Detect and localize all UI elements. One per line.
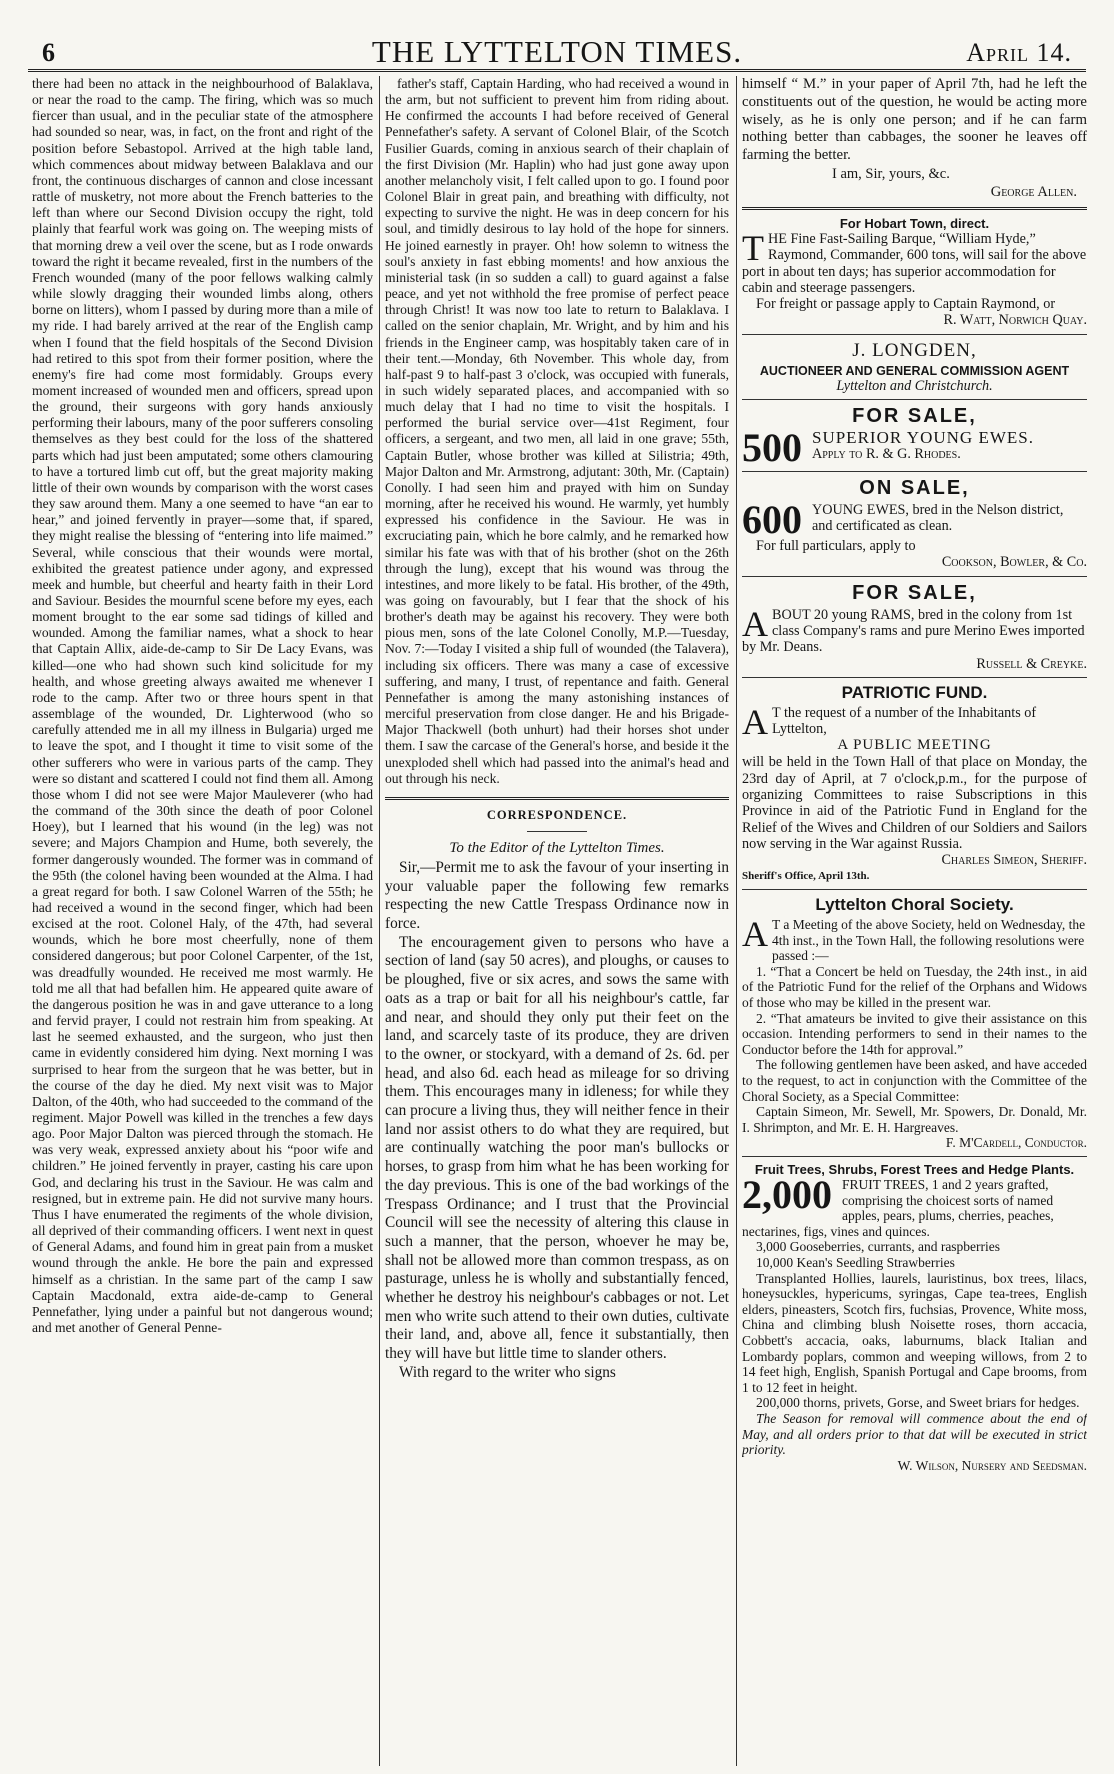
ad-heading: Lyttelton Choral Society. [815, 895, 1014, 915]
ad-heading: FOR SALE, [852, 581, 977, 604]
ad-hobart [742, 216, 1087, 329]
divider [742, 576, 1087, 577]
divider [742, 471, 1087, 472]
ad-text: For full particulars, apply to [756, 538, 916, 555]
letter-conclusion: himself “ M.” in your paper of April 7th, had he left the constituents out of the question, he would be acting more wisely, as he is only one person; and if he can farm nothing better than cabbages, the sooner he leaves off farming the better. [742, 76, 1087, 164]
masthead [28, 28, 1086, 72]
article-continuation: father's staff, Captain Harding, who had received a wound in the arm, but not sufficient to prevent him from riding about. He confirmed the accounts I had before received of General Pennefather's safety. A servant of Colonel Blair, of the Scotch Fusilier Guards, coming in anxious search of their chaplain of the first Division (Mr. Haplin) who had just gone away upon another melancholy visit, I felt called upon to go. I found poor Colonel Blair in great pain, and breathing with difficulty, not expecting to survive the night. He was in deep concern for his soul, and timidly desirous to lay hold of the hope for sinners. He joined earnestly in prayer. Oh! how solemn to witness the soul's anxiety in fast ebbing moments! and how anxious the ministerial task (in so sudden a call) to guard against a false peace, and yet not withhold the free promise of perfect peace through Christ! It was now too late to return to Balaklava. I called on the senior chaplain, Mr. Wright, and by him and his friends in the Engineer camp, was hospitably taken care of in their tent.—Monday, 6th November. This whole day, from half-past 9 to half-past 3 o'clock, was occupied with funerals, in such widely separated places, and accompanied with so much delay that I had no time to visit the hospitals. I performed the burial service over—41st Regiment, four officers, a sergeant, and two men, all laid in one grave; 55th, Captain Butler, whose brother was killed at Silistria; 49th, Major Dalton and Mr. Armstrong, adjutant: 30th, Mr. (Captain) Conolly. I had seen him and prayed with him on Sunday morning, after he received his wound. He warmly, yet humbly expressed his confidence in the Saviour. He was in excruciating pain, which he bore calmly, and he remarked how similar his fate was with that of his brother (shot on the 26th through the lung), except that his wound was throug the intestines, and more likely to be fatal. His brother, of the 49th, was going on favourably, but I fear that the shock of his brother's death may be against his recovery. They were both pious men, sons of the late Colonel Conolly, M.P.—Tuesday, Nov. 7:—Today I visited a ship full of wounded (the Talavera), including six officers. There was many a case of excessive suffering, and many, I trust, of repentance and faith. General Pennefather is among the many astonishing instances of merciful preservation from close danger. He and his Brigade-Major Thackwell (both unhurt) had their horses shot under them. I saw the carcase of the General's horse, and beside it the unexploded shell which had passed into the animal's head and out through his neck. [385, 76, 729, 786]
column-one [32, 76, 373, 1766]
ad-text: For freight or passage apply to Captain Raymond, or [756, 296, 1056, 313]
issue-date: April 14. [966, 38, 1072, 67]
ad-subheading: A PUBLIC MEETING [837, 737, 992, 754]
letter-body [385, 859, 729, 1383]
ad-patriotic-fund [742, 683, 1087, 884]
ad-heading: PATRIOTIC FUND. [841, 682, 988, 702]
drop-cap: T [742, 227, 764, 268]
heading-underline [527, 831, 587, 832]
column-rule [379, 76, 380, 1766]
ad-signature: Russell & Creyke. [976, 655, 1087, 672]
ad-signature: F. M'Cardell, Conductor. [945, 1135, 1087, 1151]
ad-text: 3,000 Gooseberries, currants, and raspberries [756, 1239, 1001, 1255]
ad-signature: Cookson, Bowler, & Co. [941, 554, 1087, 571]
ad-text: YOUNG EWES, bred in the Nelson district, and certificated as clean. [812, 502, 1064, 535]
ad-resolution: 1. “That a Concert be held on Tuesday, the 24th inst., in aid of the Patriotic Fund for the relief of the Orphans and Widows of those who may be killed in the present war. [742, 963, 1087, 1011]
ad-text: HE Fine Fast-Sailing Barque, “William Hyde,” Raymond, Commander, 600 tons, will sail for the above port in about ten days; has superior accommodation for cabin and steerage passengers. [742, 230, 1087, 296]
ad-role: AUCTIONEER AND GENERAL COMMISSION AGENT [759, 363, 1070, 378]
column-two [385, 76, 729, 1766]
newspaper-title: THE LYTTELTON TIMES. [371, 34, 743, 69]
divider [742, 207, 1087, 210]
divider [742, 334, 1087, 335]
ad-text: T a Meeting of the above Society, held on Wednesday, the 4th inst., in the Town Hall, the following resolutions were passed :— [772, 917, 1086, 964]
ad-text: The following gentlemen have been asked, and have acceded to the request, to act in conjunction with the Committee of the Choral Society, as a Special Committee: [742, 1057, 1087, 1104]
ad-text: BOUT 20 young RAMS, bred in the colony from 1st class Company's rams and pure Merino Ewes imported by Mr. Deans. [742, 606, 1085, 656]
section-divider [385, 797, 729, 800]
divider [742, 677, 1087, 678]
ad-number: 500 [742, 425, 802, 471]
letter-paragraph: With regard to the writer who signs [399, 1363, 616, 1381]
ad-text: T the request of a number of the Inhabitants of Lyttelton, [772, 704, 1037, 738]
column-rule [736, 76, 737, 1766]
ad-number: 600 [742, 497, 802, 543]
ad-text: SUPERIOR YOUNG EWES. [812, 428, 1034, 448]
letter-paragraph: Sir,—Permit me to ask the favour of your inserting in your valuable paper the following few remarks respecting the new Cattle Trespass Ordinance now in force. [385, 858, 729, 932]
columns [28, 76, 1086, 1766]
column-three [742, 76, 1087, 1766]
letter-paragraph: The encouragement given to persons who have a section of land (say 50 acres), and ploughs, or causes to be ploughed, five or six acres, and sows the same with oats as a trap or bait for all his neighbour's cattle, far and near, and should they only put their feet on the land, and scarcely taste of its produce, they are driven to the owner, or stockyard, with a demand of 2s. 6d. per head, and also 6d. each head as mileage for so driving them. This encourages many in idleness; for while they can procure a living thus, they will neither fence in their land nor assist others to do what they are required, but are continually watching the poor man's bullocks or horses, to grasp from him what he has been working for the day previous. This is one of the bad workings of the Trespass Ordinance; and I trust that the Provincial Council will see the necessity of altering this clause in such a manner, that the person, whoever he may be, shall not be allowed more than common trespass, as on pasturage, unless he is wholly and substantially fenced, whether he destroy his neighbour's cabbages or not. Let men who write such attend to their own duties, cultivate their land, and, above all, fence it substantially, then they will have but little time to slander others. [385, 933, 729, 1363]
ad-text: 200,000 thorns, privets, Gorse, and Sweet briars for hedges. [756, 1395, 1080, 1411]
ad-signature: Apply to R. & G. Rhodes. [812, 446, 961, 463]
letter-salutation: To the Editor of the Lyttelton Times. [449, 839, 665, 856]
ad-choral-society [742, 895, 1087, 1151]
divider [742, 1156, 1087, 1157]
drop-cap: A [742, 914, 768, 955]
ad-number: 2,000 [742, 1172, 832, 1218]
letter-closing: I am, Sir, yours, &c. [832, 165, 950, 182]
ad-text: Transplanted Hollies, laurels, lauristinus, box trees, lilacs, honeysuckles, hypericums, syringas, Cape tea-trees, English elders, pineasters, Scotch firs, fuchsias, Provence, White moss, China and climbing blush Noisette roses, thorn accacia, Cobbett's accacia, oaks, laburnums, black Italian and Lombardy poplars, common and weeping willows, from 2 to 14 feet high, English, Spanish Portugal and Cape brooms, from 1 to 12 feet in height. [742, 1270, 1087, 1395]
ad-name: J. LONGDEN, [852, 339, 977, 361]
ad-text: FRUIT TREES, 1 and 2 years grafted, comprising the choicest sorts of named apples, pears, plums, cherries, peaches, nectarines, figs, vines and quinces. [742, 1177, 1054, 1239]
ad-sale-ewes [742, 405, 1087, 471]
ad-signature: W. Wilson, Nursery and Seedsman. [897, 1457, 1087, 1473]
ad-text: The Season for removal will commence about the end of May, and all orders prior to that dat will be executed in strict priority. [742, 1410, 1087, 1458]
ad-heading: ON SALE, [859, 477, 970, 500]
ad-location: Lyttelton and Christchurch. [836, 377, 993, 394]
ad-heading: Fruit Trees, Shrubs, Forest Trees and Hedge Plants. [754, 1162, 1075, 1178]
ad-office: Sheriff's Office, April 13th. [742, 869, 870, 882]
ad-heading: For Hobart Town, direct. [839, 215, 990, 231]
ad-text: will be held in the Town Hall of that place on Monday, the 23rd day of April, at 7 o'clock,p.m., for the purpose of organizing Committees to raise Subscriptions in this Province in aid of the Patriotic Fund in England for the Relief of the Wives and Children of our Soldiers and Sailors now serving in the War against Russia. [742, 754, 1087, 852]
ad-longden [742, 340, 1087, 394]
ad-text: 10,000 Kean's Seedling Strawberries [756, 1254, 955, 1270]
ad-fruit-trees [742, 1162, 1087, 1473]
article-paragraph: there had been no attack in the neighbourhood of Balaklava, or near the road to the camp. The firing, which was so much fiercer than usual, and in the peculiar state of the atmosphere had sounded so near, was, in fact, on the front and right of the position before Sebastopol. Arrived at the high table land, which commences about midway between Balaklava and our front, the continuous discharges of cannon and close incessant rattle of musketry, not more about the French batteries to the left than where our Second Division occupy the right, told plainly that fearful work was going on. The weeping mists of that morning drew a veil over the scene, but as I rode onwards toward the right it became revealed, first in the numbers of the French wounded (many of the poor fellows walking calmly while slowly dragging their wounded limbs along, others borne on litters), whom I passed by during more than a mile of my ride. I had barely arrived at the rear of the English camp when I found that the field hospitals of the Second Division had retired to this spot from their former position, where the enemy's fire had come most formidably. Groups every moment increased of wounded men and officers, spread upon the ground, their surgeons with gory hands anxiously performing their labours, many of the poor sufferers consoling themselves as they best could for the loss of the shattered parts which had just been amputated; some others clamouring to have a tortured limb cut off, but the great majority making little of their own wounds by comparison with the worst cases they saw around them. Many a one seemed to have “an ear to hear,” and joined fervently in prayer—some that, if spared, they might realise the blessing of “entering into life maimed.” Several, while conscious that their wounds were mortal, exhibited the greatest patience under agony, and expressed meek and humble, but cheerful and hearty faith in their Lord and Saviour. Besides the mournful scene before my eyes, each moment brought to the ear some sad tidings of killed and wounded. Among the familiar names, what a shock to hear that Captain Allix, aide-de-camp to Sir De Lacy Evans, was killed—one who had shown such kind solicitude for my health, and whose greeting always awaited me whenever I rode to the camp. After two or three hours spent in that assemblage of the wounded, Dr. Lighterwood (who so carefully attended me in all my illness in Bulgaria) urged me to leave the spot, and I thought it time to visit some of the other sufferers who were in various parts of the camp. They were so distant and scattered I could not find them all. Among those whom I did not see were Major Mauleverer (who had the command of the 30th since the death of poor Colonel Hoey), but I learned that his wound (in the leg) was not severe; and Majors Champion and Hume, both severely, the former dangerously wounded. The former was in command of the 95th (the colonel having been wounded at the Alma. I had a great regard for both. I saw Colonel Warren of the 55th; he had received a wound in the second finger, which had been excised at the root. Colonel Haly, of the 47th, had several wounds, which he bore most cheerfully, none of them considered dangerous; but poor Colonel Carpenter, of the 1st, was dreadfully wounded. He received me most warmly. He told me all that had befallen him. He appeared quite aware of the dangerous position he was in and gave utterance to a long and fervid prayer, I could not restrain him from speaking. At last he seemed exhausted, and the surgeon, who just then came in evidently considered him dying. Next morning I was surprised to hear from the surgeon that he was better, but in the course of the day he died. My next visit was to Major Dalton, of the 40th, who had succeeded to the command of the regiment. Major Powell was killed in the trenches a few days ago. Poor Major Dalton was pierced through the stomach. He was very weak, expressed anxiety about his “poor wife and children.” He joined fervently in prayer, casting his care upon God, and declaring his trust in the Saviour. He was calm and resigned, but in extreme pain. He did not survive many hours. Thus I have enumerated the regiments of the whole division, all deprived of their commanding officers. I went next in quest of General Adams, and found him in great pain from a musket wound through the ankle. He bore the pain and expressed himself as a christian. In the same part of the camp I saw Captain Macdonald, extra aide-de-camp to General Pennefather, lying under a painful but not dangerous wound; and met another of General Penne- [32, 76, 373, 1336]
divider [742, 399, 1087, 400]
drop-cap: A [742, 603, 768, 644]
ad-signature: R. Watt, Norwich Quay. [943, 312, 1087, 329]
section-heading: CORRESPONDENCE. [486, 807, 628, 822]
ad-heading: FOR SALE, [852, 405, 977, 428]
ad-rams [742, 582, 1087, 672]
drop-cap: A [742, 701, 768, 742]
ad-members: Captain Simeon, Mr. Sewell, Mr. Spowers, Dr. Donald, Mr. I. Shrimpton, and Mr. E. H. Hargreaves. [742, 1104, 1087, 1135]
ad-signature: Charles Simeon, Sheriff. [941, 852, 1087, 869]
ad-on-sale [742, 477, 1087, 571]
letter-signature: George Allen. [990, 183, 1077, 200]
ad-resolution: 2. “That amateurs be invited to give their assistance on this occasion. Intending performers to send in their names to the Conductor before the 14th for approval.” [742, 1010, 1087, 1057]
divider [742, 889, 1087, 890]
page-number: 6 [42, 38, 55, 67]
